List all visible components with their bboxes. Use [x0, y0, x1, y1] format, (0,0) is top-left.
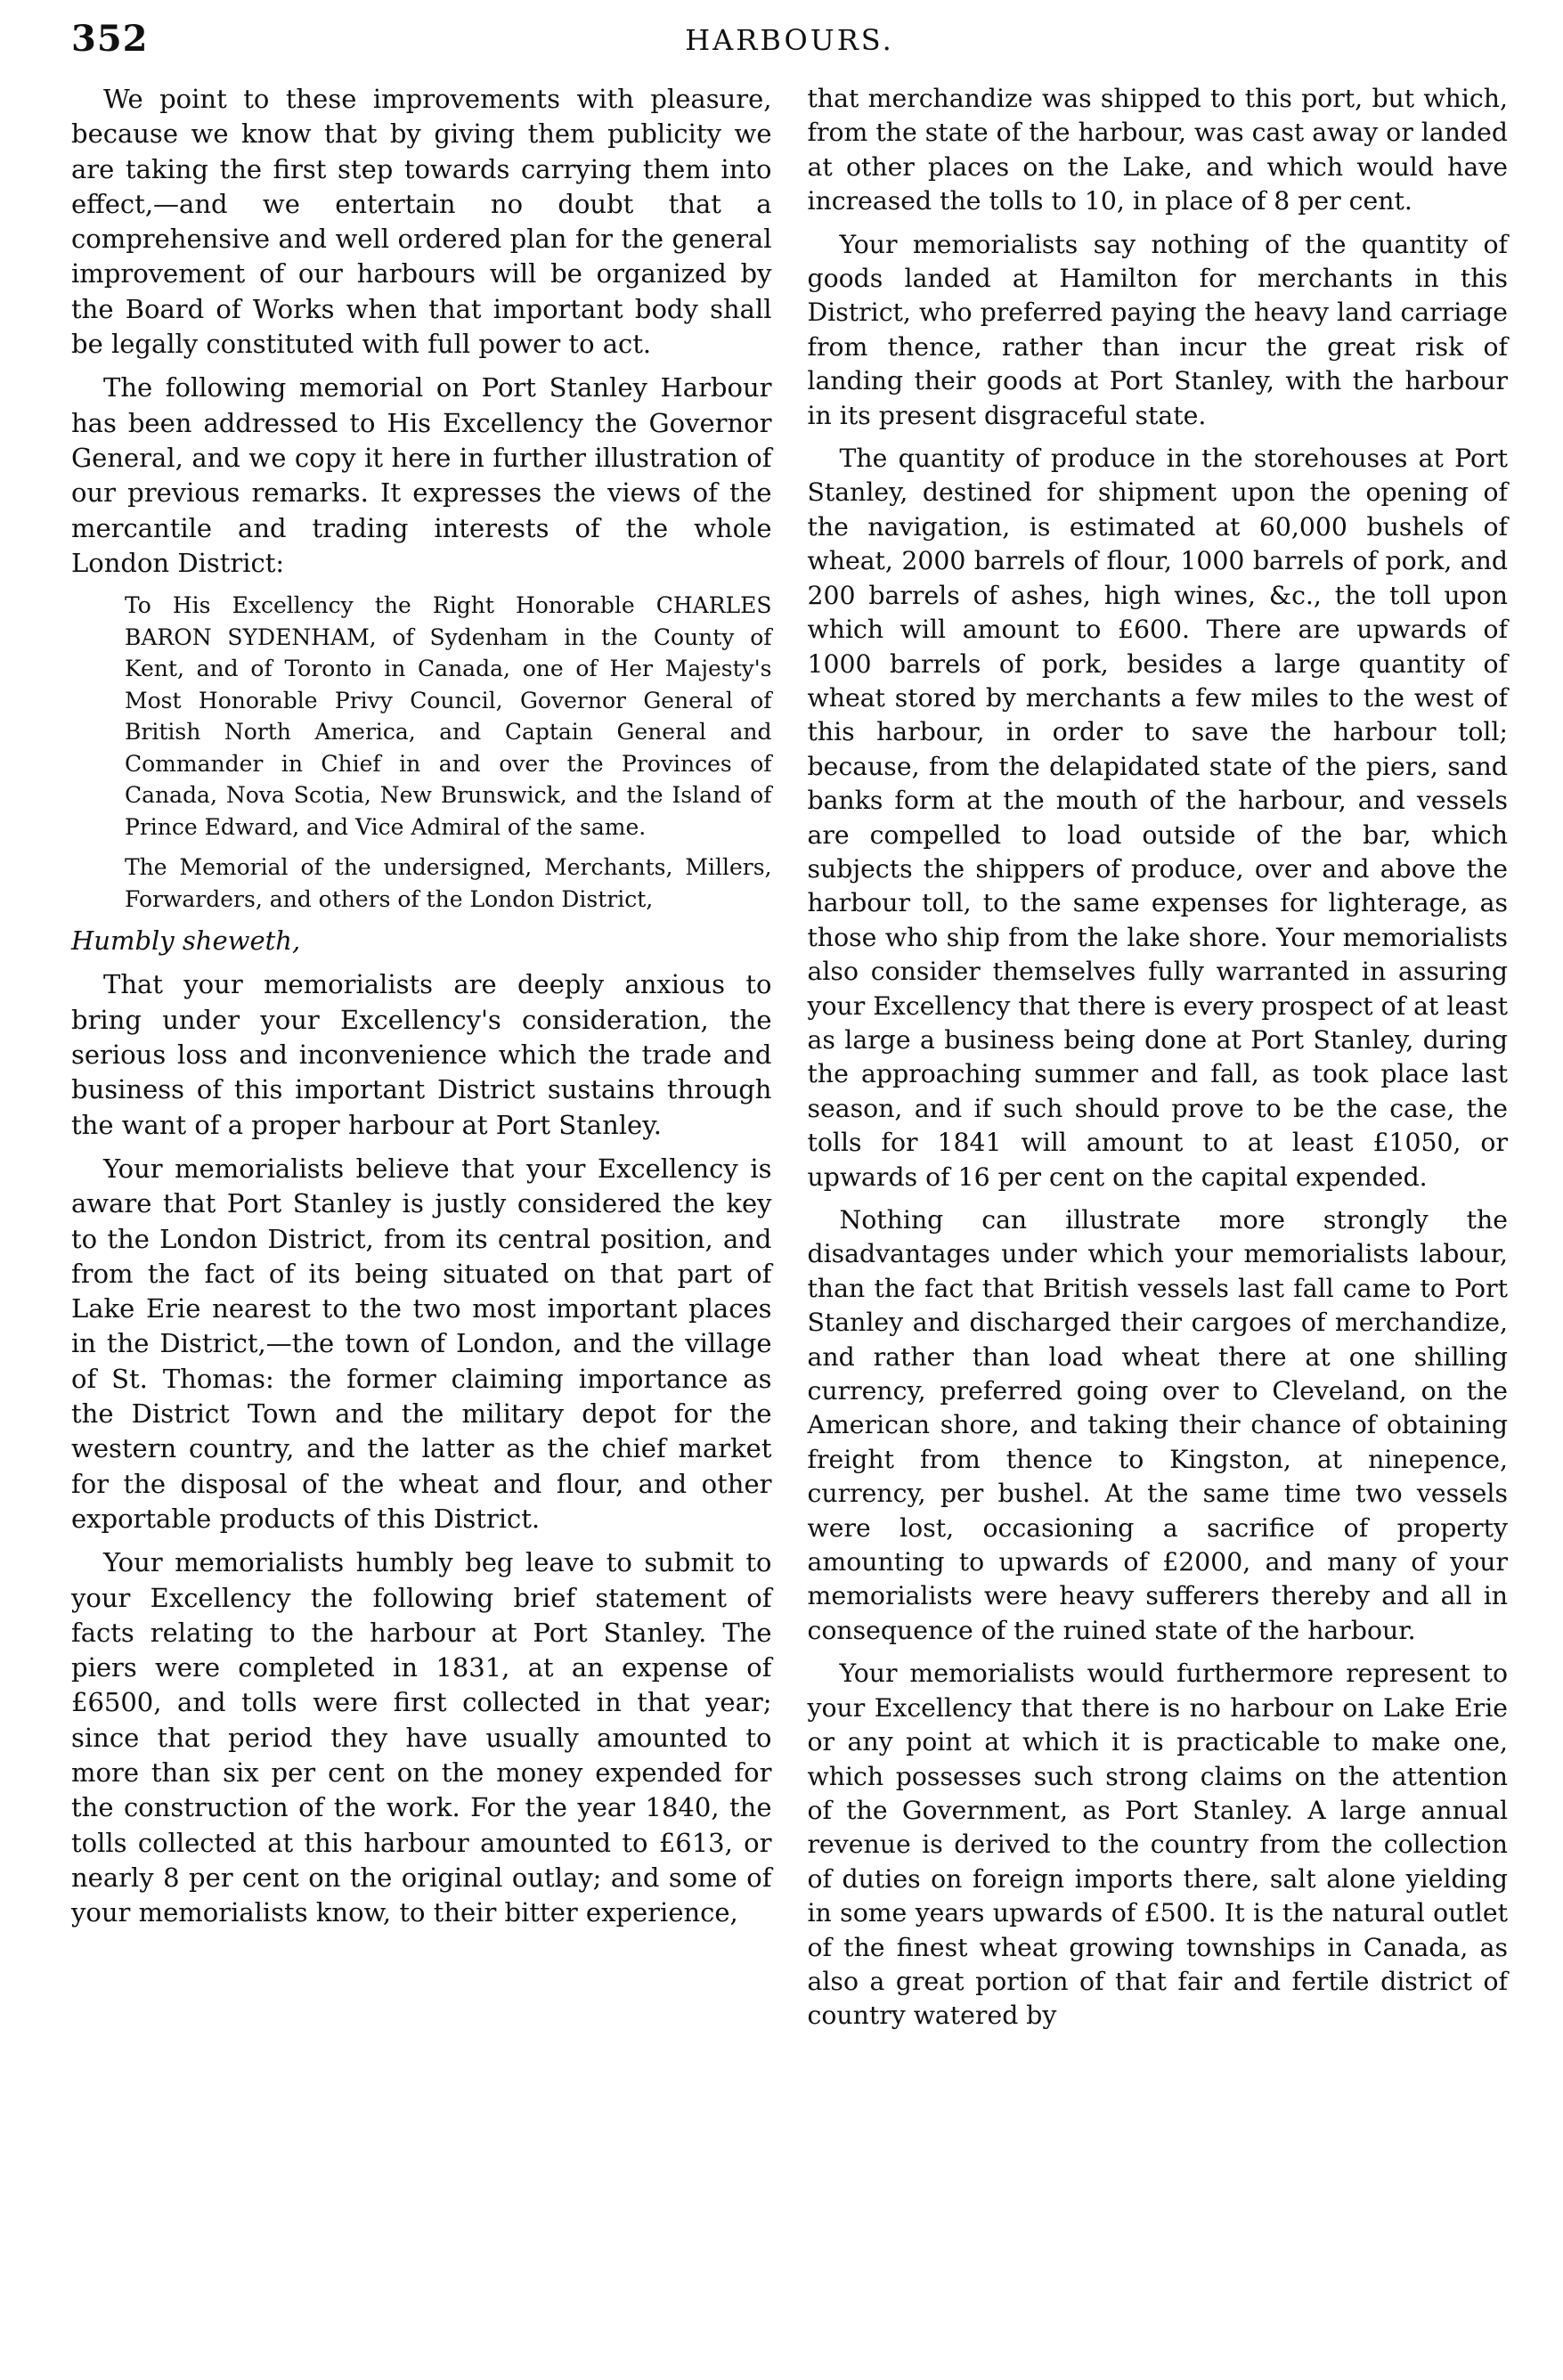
humbly-sheweth: Humbly sheweth, [71, 925, 301, 957]
paragraph-produce: The quantity of produce in the storehouses at Port Stanley, destined for shipment upon the opening of the navigation, is estimated at 60,000 bushels of wheat, 2000 barrels of flour, 1000 barrels of pork, and 200 barrels of ashes, high wines, &c., the toll upon which will amount to £600. There are upwards of 1000 barrels of pork, besides a large quantity of wheat stored by merchants a few miles to the west of this harbour, in order to save the harbour toll; because, from the delapidated state of the piers, sand banks form at the mouth of the harbour, and vessels are compelled to load outside of the bar, which subjects the shippers of produce, over and above the harbour toll, to the same expenses for lighterage, as those who ship from the lake shore. Your memorialists also consider themselves fully warranted in assuring your Excellency that there is every prospect of at least as large a business being done at Port Stanley, during the approaching summer and fall, as took place last season, and if such should prove to be the case, the tolls for 1841 will amount to at least £1050, or upwards of 16 per cent on the capital expended. [807, 444, 1508, 1192]
paragraph-improvements: We point to these improvements with pleasure, because we know that by giving them publicity we are taking the first step towards carrying them into effect,—and we entertain no doubt that a comprehensive and well ordered plan for the general improvement of our harbours will be organized by the Board of Works when that important body shall be legally constituted with full power to act. [71, 84, 772, 360]
page-number: 352 [71, 18, 149, 60]
paragraph-memorial-intro: The following memorial on Port Stanley Harbour has been addressed to His Excellency the Governor General, and we copy it here in further illustration of our previous remarks. It expresses the views of the mercantile and trading interests of the whole London District: [71, 372, 772, 578]
address-to-governor: To His Excellency the Right Honorable CHARLES BARON SYDENHAM, of Sydenham in the County of Kent, and of Toronto in Canada, one of Her Majesty's Most Honorable Privy Council, Governor General of British North America, and Captain General and Commander in Chief in and over the Provinces of Canada, Nova Scotia, New Brunswick, and the Island of Prince Edward, and Vice Admiral of the same. [125, 592, 772, 840]
paragraph-key-district: Your memorialists believe that your Excellency is aware that Port Stanley is justly considered the key to the London District, from its central position, and from the fact of its being situated on that part of Lake Erie nearest to the two most important places in the District,—the town of London, and the village of St. Thomas: the former claiming importance as the District Town and the military depot for the western country, and the latter as the chief market for the disposal of the wheat and flour, and other exportable products of this District. [71, 1153, 772, 1534]
paragraph-facts: Your memorialists humbly beg leave to submit to your Excellency the following brief statement of facts relating to the harbour at Port Stanley. The piers were completed in 1831, at an expense of £6500, and tolls were first collected in that year; since that period they have usually amounted to more than six per cent on the money expended for the construction of the work. For the year 1840, the tolls collected at this harbour amounted to £613, or nearly 8 per cent on the original outlay; and some of your memorialists know, to their bitter experience, [71, 1547, 772, 1928]
memorial-heading: The Memorial of the undersigned, Merchants, Millers, Forwarders, and others of the London District, [125, 854, 772, 912]
running-head [71, 12, 1508, 66]
right-column [808, 82, 1509, 2380]
running-title: HARBOURS. [685, 23, 894, 57]
text-columns [71, 82, 1508, 2380]
paragraph-merchandize: that merchandize was shipped to this port, but which, from the state of the harbour, was cast away or landed at other places on the Lake, and which would have increased the tolls to 10, in place of 8 per cent. [807, 84, 1508, 216]
paragraph-hamilton: Your memorialists say nothing of the quantity of goods landed at Hamilton for merchants in this District, who preferred paying the heavy land carriage from thence, rather than incur the great risk of landing their goods at Port Stanley, with the harbour in its present disgraceful state. [807, 229, 1508, 430]
paragraph-disadvantages: Nothing can illustrate more strongly the disadvantages under which your memorialists labour, than the fact that British vessels last fall came to Port Stanley and discharged their cargoes of merchandize, and rather than load wheat there at one shilling currency, preferred going over to Cleveland, on the American shore, and taking their chance of obtaining freight from thence to Kingston, at ninepence, currency, per bushel. At the same time two vessels were lost, occasioning a sacrifice of property amounting to upwards of £2000, and many of your memorialists were heavy sufferers thereby and all in consequence of the ruined state of the harbour. [807, 1205, 1508, 1645]
paragraph-anxious: That your memorialists are deeply anxious to bring under your Excellency's consideration, the serious loss and inconvenience which the trade and business of this important District sustains through the want of a proper harbour at Port Stanley. [71, 969, 772, 1140]
left-column [71, 82, 772, 2380]
paragraph-no-harbour: Your memorialists would furthermore represent to your Excellency that there is no harbour on Lake Erie or any point at which it is practicable to make one, which possesses such strong claims on the attention of the Government, as Port Stanley. A large annual revenue is derived to the country from the collection of duties on foreign imports there, salt alone yielding in some years upwards of £500. It is the natural outlet of the finest wheat growing townships in Canada, as also a great portion of that fair and fertile district of country watered by [807, 1659, 1508, 2031]
